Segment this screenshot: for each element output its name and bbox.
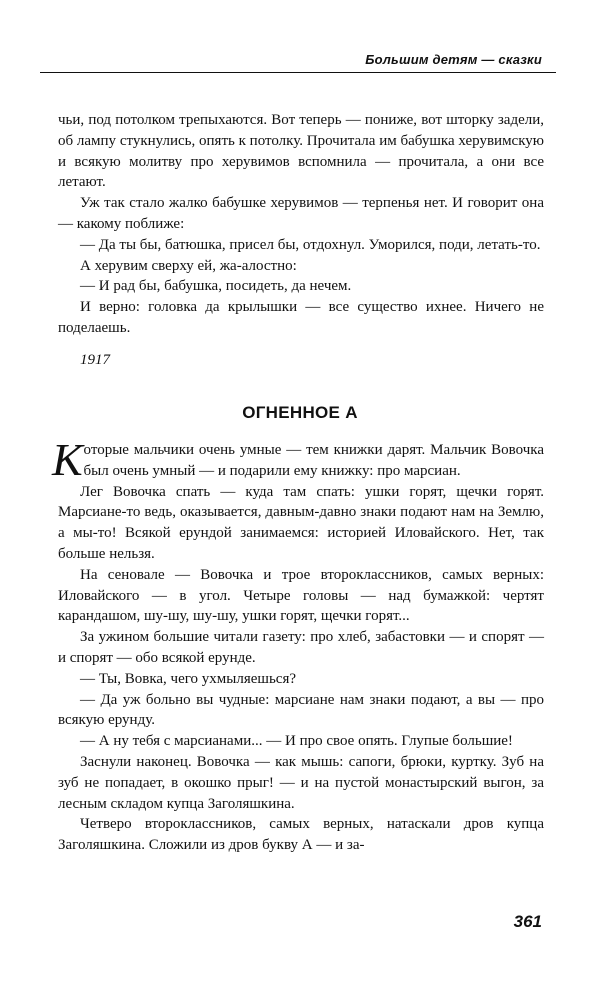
- drop-cap: К: [52, 434, 83, 485]
- story2-paragraph: Лег Вовочка спать — куда там спать: ушки горят, щечки горят. Марсиане-то ведь, оказывается, давным-давно знаки подают нам на Землю, а мы-то! Всякой ерундой занимаемся: историей Иловайского. Нет, так больше нельзя.: [58, 483, 544, 562]
- story1-paragraph: — Да ты бы, батюшка, присел бы, отдохнул. Уморился, поди, летать-то.: [80, 236, 541, 253]
- story1-text: [58, 110, 544, 339]
- story2-paragraph: Четверо второклассников, самых верных, натаскали дров купца Заголяшкина. Сложили из дров букву А — и за-: [58, 816, 544, 854]
- story1-date: 1917: [80, 352, 110, 368]
- story2-paragraph: За ужином большие читали газету: про хлеб, забастовки — и спорят — и спорят — обо всякой ерунде.: [58, 629, 544, 666]
- story2-paragraph: — Да уж больно вы чудные: марсиане нам знаки подают, а вы — про всякую ерунду.: [58, 691, 544, 729]
- story2-first-paragraph: [52, 434, 544, 485]
- story1-paragraph: А херувим сверху ей, жа-алостно:: [80, 257, 297, 274]
- first-paragraph-text: оторые мальчики очень умные — тем книжки дарят. Мальчик Вовочка был очень умный — и подарили ему книжку: про марсиан.: [83, 442, 544, 479]
- story2-text: [52, 434, 544, 856]
- story2-paragraph: На сеновале — Вовочка и трое второклассников, самых верных: Иловайского — в угол. Четыре головы — над бумажкой: чертят карандашом, шу-шу, шу-шу, ушки горят, щечки горят...: [58, 566, 544, 625]
- story2-paragraph: — Ты, Вовка, чего ухмыляешься?: [80, 670, 296, 687]
- story2-title: ОГНЕННОЕ А: [242, 403, 358, 422]
- story1-paragraph: — И рад бы, бабушка, посидеть, да нечем.: [80, 278, 352, 295]
- running-title: Большим детям — сказки: [365, 52, 542, 67]
- story1-paragraph: Уж так стало жалко бабушке херувимов — терпенья нет. И говорит она — какому поближе:: [58, 195, 544, 232]
- story1-paragraph: И верно: головка да крылышки — все существо ихнее. Ничего не поделаешь.: [58, 299, 544, 336]
- page-number: 361: [513, 912, 542, 931]
- story2-paragraph: — А ну тебя с марсианами... — И про свое опять. Глупые большие!: [80, 733, 513, 750]
- header-rule: [40, 72, 556, 73]
- story2-paragraph: Заснули наконец. Вовочка — как мышь: сапоги, брюки, куртку. Зуб на зуб не попадает, в окошко прыг! — и на пустой монастырский выгон, за лесным складом купца Заголяшкина.: [58, 753, 544, 812]
- story1-paragraph: чьи, под потолком трепыхаются. Вот теперь — пониже, вот шторку задели, об лампу стукнулись, опять к потолку. Прочитала им бабушка херувимскую и всякую молитву про херувимов вспомнила — прочитала, а они все летают.: [58, 112, 544, 191]
